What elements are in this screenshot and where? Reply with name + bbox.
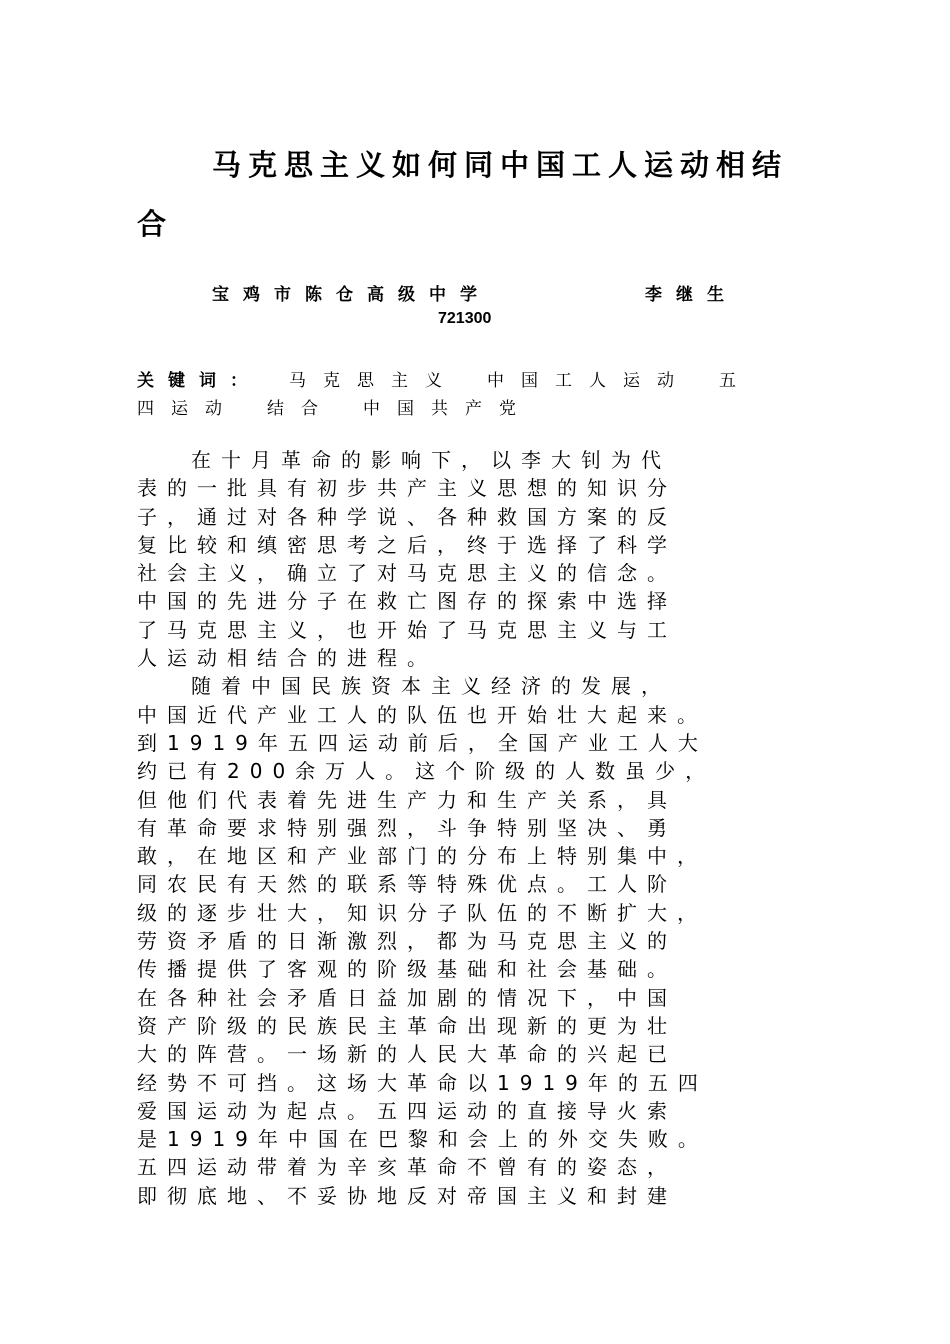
body-line: 五四运动带着为辛亥革命不曾有的姿态， [137, 1155, 677, 1180]
body-line: 中国近代产业工人的队伍也开始壮大起来。 [137, 702, 707, 727]
body-line: 随着中国民族资本主义经济的发展， [191, 674, 671, 699]
body-line: 经势不可挡。这场大革命以1919年的五四 [137, 1070, 708, 1095]
keyword-item: 中国工人运动 [487, 371, 691, 391]
author-school: 宝鸡市陈仓高级中学 [212, 285, 491, 305]
article-title-line-1: 马克思主义如何同中国工人运动相结 [212, 148, 789, 182]
body-line: 级的逐步壮大，知识分子队伍的不断扩大， [137, 900, 707, 925]
body-line: 有革命要求特别强烈，斗争特别坚决、勇 [137, 815, 677, 840]
body-line: 同农民有天然的联系等特殊优点。工人阶 [137, 872, 677, 897]
keyword-item: 马克思主义 [289, 371, 459, 391]
author-name: 李继生 [645, 285, 738, 305]
keyword-item: 中国共产党 [363, 399, 533, 419]
body-line: 人运动相结合的进程。 [137, 646, 437, 671]
article-title-line-2: 合 [137, 207, 167, 241]
keyword-item: 四运动 [137, 399, 239, 419]
postcode: 721300 [438, 310, 492, 327]
body-line: 但他们代表着先进生产力和生产关系，具 [137, 787, 677, 812]
body-line: 中国的先进分子在救亡图存的探索中选择 [137, 589, 677, 614]
body-line: 子，通过对各种学说、各种救国方案的反 [137, 504, 677, 529]
body-line: 资产阶级的民族民主革命出现新的更为壮 [137, 1013, 677, 1038]
keyword-item: 结合 [267, 399, 335, 419]
body-line: 表的一批具有初步共产主义思想的知识分 [137, 476, 677, 501]
body-line: 约已有200余万人。这个阶级的人数虽少， [137, 759, 716, 784]
body-line: 社会主义，确立了对马克思主义的信念。 [137, 561, 677, 586]
body-line: 了马克思主义，也开始了马克思主义与工 [137, 617, 677, 642]
article-body [137, 446, 817, 1210]
body-line: 爱国运动为起点。五四运动的直接导火索 [137, 1098, 677, 1123]
body-line: 大的阵营。一场新的人民大革命的兴起已 [137, 1042, 677, 1067]
body-line: 在各种社会矛盾日益加剧的情况下，中国 [137, 985, 677, 1010]
body-line: 劳资矛盾的日渐激烈，都为马克思主义的 [137, 929, 677, 954]
body-line: 敢，在地区和产业部门的分布上特别集中， [137, 844, 707, 869]
keywords-line-2 [137, 394, 533, 419]
body-line: 即彻底地、不妥协地反对帝国主义和封建 [137, 1183, 677, 1208]
body-line: 是1919年中国在巴黎和会上的外交失败。 [137, 1127, 708, 1152]
keywords-line-1 [137, 366, 753, 391]
body-line: 复比较和缜密思考之后，终于选择了科学 [137, 532, 677, 557]
body-line: 传播提供了客观的阶级基础和社会基础。 [137, 957, 677, 982]
keyword-item: 五 [719, 371, 753, 391]
body-line: 在十月革命的影响下，以李大钊为代 [191, 448, 671, 472]
body-line: 到1919年五四运动前后，全国产业工人大 [137, 730, 708, 755]
keywords-label: 关键词： [137, 371, 261, 391]
